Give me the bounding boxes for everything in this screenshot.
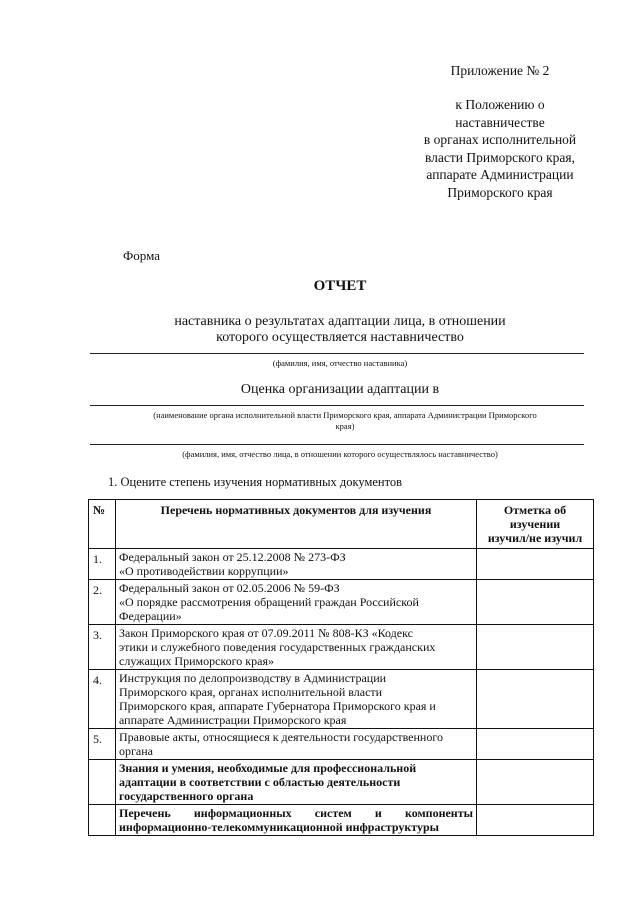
row-mark-cell[interactable]: [477, 580, 594, 625]
table-row: [89, 625, 594, 670]
table-body: [89, 549, 594, 836]
report-subtitle-line: которого осуществляется наставничество: [216, 330, 464, 345]
row-document-line: «О противодействии коррупции»: [119, 564, 289, 578]
row-mark-cell[interactable]: [477, 549, 594, 580]
assessment-heading: Оценка организации адаптации в: [240, 382, 440, 397]
row-document: [116, 760, 477, 805]
caption-org-line: края): [335, 421, 355, 431]
table-header-row: [89, 500, 594, 549]
header-mark: [477, 500, 594, 549]
row-document-line: аппарате Администрации Приморского края: [119, 713, 347, 727]
row-mark-cell[interactable]: [477, 729, 594, 760]
appendix-title: Приложение № 2: [450, 63, 550, 78]
caption-mentor: (фамилия, имя, отчество наставника): [272, 358, 408, 368]
row-document: [116, 729, 477, 760]
table-row: [89, 805, 594, 836]
mentee-name-line: [90, 444, 584, 445]
row-number: 3.: [89, 625, 116, 670]
row-document: [116, 805, 477, 836]
appendix-line: власти Приморского края,: [424, 149, 575, 165]
appendix-reference: [400, 96, 600, 201]
row-document: [116, 670, 477, 729]
org-name-line: [90, 405, 584, 406]
table-row: [89, 580, 594, 625]
table-row: [89, 549, 594, 580]
row-number: 2.: [89, 580, 116, 625]
row-document-line: Правовые акты, относящиеся к деятельности государственного: [119, 730, 443, 744]
appendix-line: в органах исполнительной: [423, 132, 577, 147]
row-document-line: служащих Приморского края»: [119, 654, 274, 668]
appendix-line: к Положению о: [455, 97, 545, 112]
table-row: [89, 760, 594, 805]
row-mark-cell[interactable]: [477, 760, 594, 805]
report-subtitle-line: наставника о результатах адаптации лица, в отношении: [174, 314, 506, 329]
header-mark-line: изучении: [509, 517, 561, 531]
row-document-line: Знания и умения, необходимые для профессиональной: [119, 761, 417, 775]
row-document-line: информационно-телекоммуникационной инфраструктуры: [119, 820, 440, 834]
row-number: 5.: [89, 729, 116, 760]
row-document-line: Инструкция по делопроизводству в Администрации: [119, 671, 387, 685]
mentor-name-line: [90, 353, 584, 354]
row-document-line: Перечень информационных систем и компоненты: [119, 806, 473, 820]
row-mark-cell[interactable]: [477, 670, 594, 729]
row-document-line: этики и служебного поведения государственных гражданских: [119, 640, 436, 654]
row-mark-cell[interactable]: [477, 805, 594, 836]
row-document-line: «О порядке рассмотрения обращений граждан Российской: [119, 595, 419, 609]
table-row: [89, 729, 594, 760]
row-document-line: адаптации в соответствии с областью деятельности: [119, 775, 401, 789]
row-number: 4.: [89, 670, 116, 729]
caption-mentee: (фамилия, имя, отчество лица, в отношении которого осуществлялось наставничество): [182, 449, 498, 459]
report-title: ОТЧЕТ: [313, 278, 367, 294]
row-document: [116, 549, 477, 580]
row-mark-cell[interactable]: [477, 625, 594, 670]
header-mark-line: изучил/не изучил: [487, 531, 583, 545]
header-mark-line: Отметка об: [503, 503, 567, 517]
row-document-line: Федерации»: [119, 609, 182, 623]
report-subtitle: [90, 314, 590, 346]
row-number: 1.: [89, 549, 116, 580]
row-document-line: Закон Приморского края от 07.09.2011 № 808-КЗ «Кодекс: [119, 626, 413, 640]
form-label: Форма: [123, 248, 160, 263]
row-document: [116, 580, 477, 625]
header-num: №: [89, 500, 116, 549]
appendix-line: Приморского края: [447, 184, 553, 200]
row-document-line: Федеральный закон от 02.05.2006 № 59-ФЗ: [119, 581, 340, 595]
row-number: [89, 760, 116, 805]
caption-org-line: (наименование органа исполнительной власти Приморского края, аппарата Администрации Приморского: [153, 410, 537, 420]
appendix-line: аппарате Администрации: [426, 167, 574, 182]
row-document-line: Приморского края, аппарате Губернатора Приморского края и: [119, 699, 436, 713]
appendix-line: наставничестве: [455, 114, 545, 130]
row-document-line: органа: [119, 744, 153, 758]
question-1: 1. Оцените степень изучения нормативных документов: [108, 475, 403, 489]
row-document-line: государственного органа: [119, 789, 254, 803]
header-docs: Перечень нормативных документов для изучения: [116, 500, 477, 549]
row-document-line: Федеральный закон от 25.12.2008 № 273-ФЗ: [119, 550, 346, 564]
table-row: [89, 670, 594, 729]
row-number: [89, 805, 116, 836]
row-document: [116, 625, 477, 670]
caption-org: [90, 410, 600, 432]
documents-table: [88, 499, 594, 836]
row-document-line: Приморского края, органах исполнительной власти: [119, 685, 383, 699]
